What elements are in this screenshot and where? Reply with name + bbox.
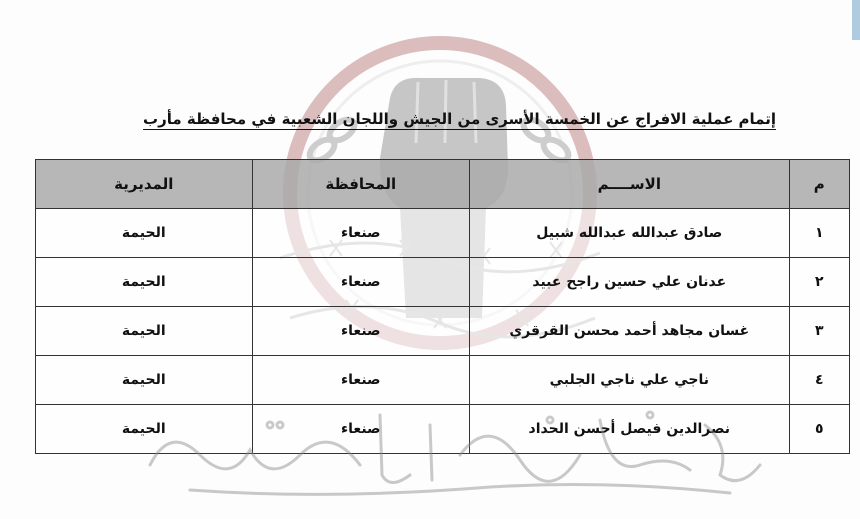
row-governorate: صنعاء bbox=[252, 209, 470, 258]
table-row bbox=[36, 405, 850, 454]
page-edge-accent bbox=[852, 0, 860, 40]
row-number: ٣ bbox=[789, 307, 849, 356]
row-name: ناجي علي ناجي الجلبي bbox=[470, 356, 789, 405]
table-row bbox=[36, 356, 850, 405]
row-name: عدنان علي حسين راجح عبيد bbox=[470, 258, 789, 307]
row-district: الحيمة bbox=[36, 405, 253, 454]
row-district: الحيمة bbox=[36, 209, 253, 258]
row-district: الحيمة bbox=[36, 307, 253, 356]
table-row bbox=[36, 307, 850, 356]
row-governorate: صنعاء bbox=[252, 307, 470, 356]
table-row bbox=[36, 258, 850, 307]
row-name: صادق عبدالله عبدالله شبيل bbox=[470, 209, 789, 258]
row-district: الحيمة bbox=[36, 258, 253, 307]
row-number: ٢ bbox=[789, 258, 849, 307]
table-header-row bbox=[36, 160, 850, 209]
row-number: ٥ bbox=[789, 405, 849, 454]
row-governorate: صنعاء bbox=[252, 258, 470, 307]
row-number: ١ bbox=[789, 209, 849, 258]
row-governorate: صنعاء bbox=[252, 356, 470, 405]
row-name: نصرالدين فيصل أحسن الحداد bbox=[470, 405, 789, 454]
header-number: م bbox=[789, 160, 849, 209]
table-row bbox=[36, 209, 850, 258]
header-governorate: المحافظة bbox=[252, 160, 470, 209]
header-name: الاســــم bbox=[470, 160, 789, 209]
released-prisoners-table bbox=[35, 159, 850, 454]
document-title: إتمام عملية الافراج عن الخمسة الأسرى من الجيش واللجان الشعبية في محافظة مأرب bbox=[143, 110, 776, 128]
row-district: الحيمة bbox=[36, 356, 253, 405]
row-name: غسان مجاهد أحمد محسن القرقري bbox=[470, 307, 789, 356]
row-number: ٤ bbox=[789, 356, 849, 405]
header-district: المديرية bbox=[36, 160, 253, 209]
row-governorate: صنعاء bbox=[252, 405, 470, 454]
